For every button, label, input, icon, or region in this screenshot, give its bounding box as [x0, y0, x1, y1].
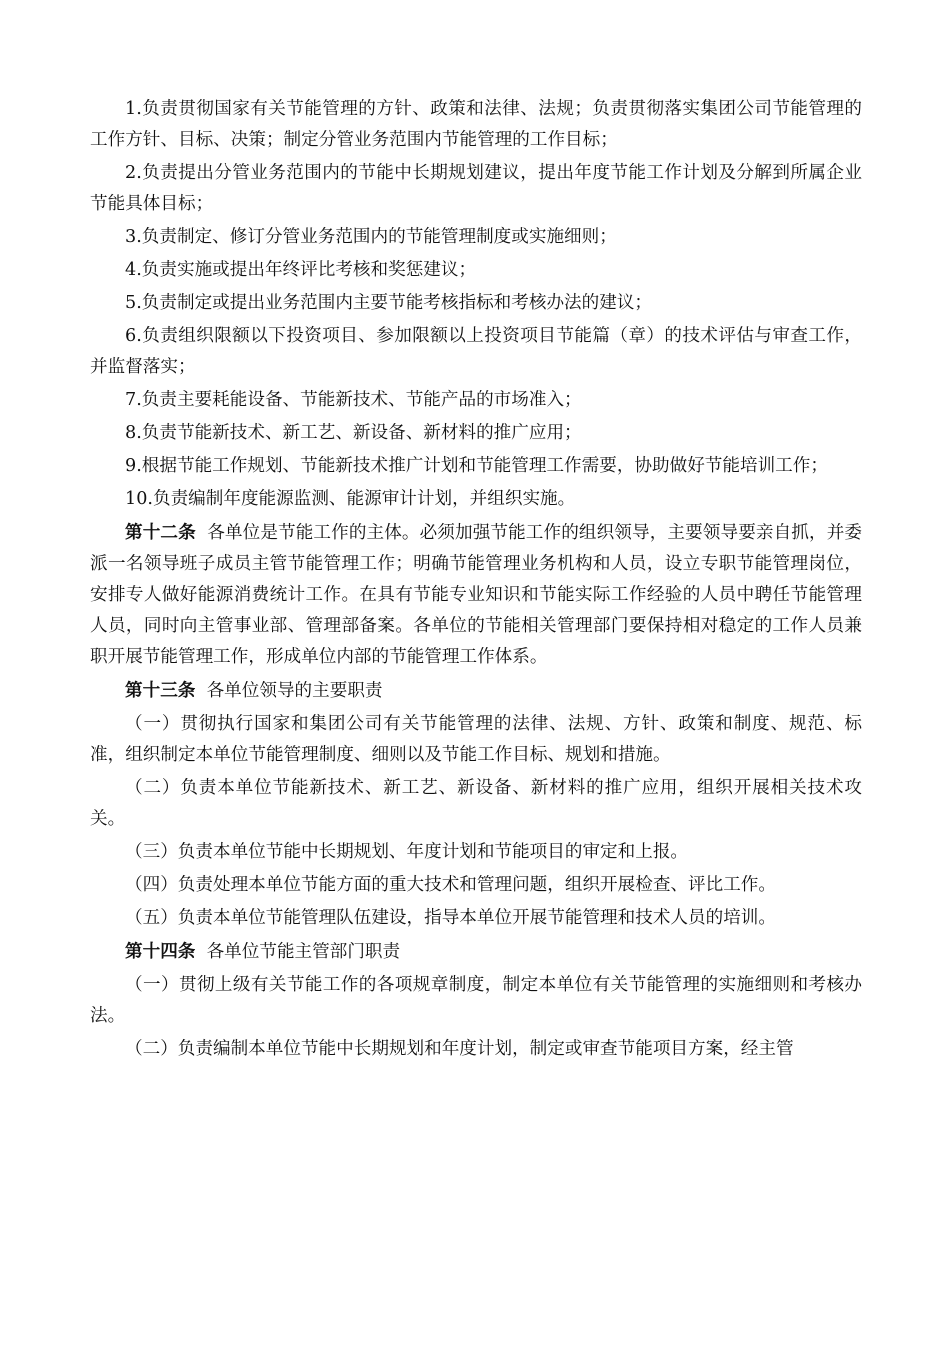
list-item-9: 9.根据节能工作规划、节能新技术推广计划和节能管理工作需要，协助做好节能培训工作；	[125, 456, 828, 476]
article-12-text: 各单位是节能工作的主体。必须加强节能工作的组织领导，主要领导要亲自抓，并委派一名领导班子成员主管节能管理工作；明确节能管理业务机构和人员，设立专职节能管理岗位，安排专人做好能源消费统计工作。在具有节能专业知识和节能实际工作经验的人员中聘任节能管理人员，同时向主管事业部、管理部备案。各单位的节能相关管理部门要保持相对稳定的工作人员兼职开展节能管理工作，形成单位内部的节能管理工作体系。	[90, 523, 862, 667]
article-14-title-line	[90, 936, 862, 968]
list-item-2: 2.负责提出分管业务范围内的节能中长期规划建议，提出年度节能工作计划及分解到所属企业节能具体目标；	[90, 163, 862, 214]
list-item-5: 5.负责制定或提出业务范围内主要节能考核指标和考核办法的建议；	[125, 293, 653, 313]
list-item-1: 1.负责贯彻国家有关节能管理的方针、政策和法律、法规；负责贯彻落实集团公司节能管理的工作方针、目标、决策；制定分管业务范围内节能管理的工作目标；	[90, 99, 862, 150]
article-13-title: 各单位领导的主要职责	[206, 681, 383, 701]
article-14-item-1: （一）贯彻上级有关节能工作的各项规章制度，制定本单位有关节能管理的实施细则和考核办法。	[90, 975, 862, 1026]
document-page	[90, 94, 862, 1065]
article-13-item-5: （五）负责本单位节能管理队伍建设，指导本单位开展节能管理和技术人员的培训。	[125, 908, 776, 928]
list-item-10: 10.负责编制年度能源监测、能源审计计划，并组织实施。	[125, 489, 576, 509]
list-item-7: 7.负责主要耗能设备、节能新技术、节能产品的市场准入；	[125, 390, 582, 410]
article-13-item-4: （四）负责处理本单位节能方面的重大技术和管理问题，组织开展检查、评比工作。	[125, 875, 776, 895]
list-item-8: 8.负责节能新技术、新工艺、新设备、新材料的推广应用；	[125, 423, 582, 443]
article-12	[90, 517, 862, 673]
list-item-3: 3.负责制定、修订分管业务范围内的节能管理制度或实施细则；	[125, 227, 617, 247]
article-14-heading: 第十四条	[125, 941, 196, 962]
article-13-item-2: （二）负责本单位节能新技术、新工艺、新设备、新材料的推广应用，组织开展相关技术攻关。	[90, 778, 862, 829]
list-item-4: 4.负责实施或提出年终评比考核和奖惩建议；	[125, 260, 477, 280]
article-13-item-3: （三）负责本单位节能中长期规划、年度计划和节能项目的审定和上报。	[125, 842, 689, 862]
article-13-title-line	[90, 675, 862, 707]
article-14-item-2: （二）负责编制本单位节能中长期规划和年度计划，制定或审查节能项目方案，经主管	[125, 1039, 794, 1059]
article-13-heading: 第十三条	[125, 680, 196, 701]
list-item-6: 6.负责组织限额以下投资项目、参加限额以上投资项目节能篇（章）的技术评估与审查工作，并监督落实；	[90, 326, 862, 377]
article-13-item-1: （一）贯彻执行国家和集团公司有关节能管理的法律、法规、方针、政策和制度、规范、标准，组织制定本单位节能管理制度、细则以及节能工作目标、规划和措施。	[90, 714, 862, 765]
article-14-title: 各单位节能主管部门职责	[206, 942, 401, 962]
article-12-heading: 第十二条	[125, 522, 196, 543]
